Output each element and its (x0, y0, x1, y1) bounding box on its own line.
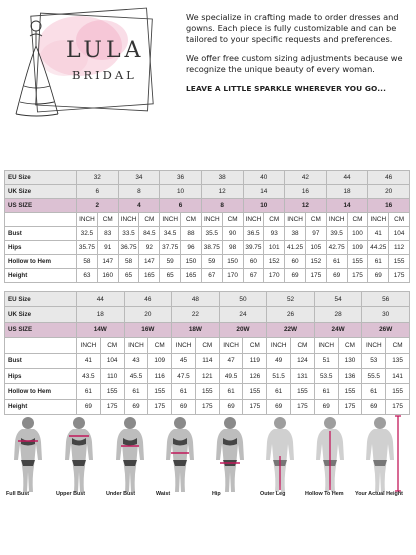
value-cell: 69 (77, 399, 101, 414)
unit-cell: CM (243, 338, 267, 353)
unit-cell: INCH (124, 338, 148, 353)
value-cell: 170 (264, 269, 285, 283)
value-cell: 55.5 (362, 368, 386, 383)
value-cell: 150 (181, 255, 202, 269)
value-cell: 147 (97, 255, 118, 269)
value-cell: 155 (347, 255, 368, 269)
figure-label: Upper Bust (56, 491, 86, 497)
value-cell: 36.5 (243, 227, 264, 241)
figure-label: Hip (212, 491, 221, 497)
size-cell: 42 (285, 171, 327, 185)
value-cell: 67 (201, 269, 222, 283)
value-cell: 34.5 (160, 227, 181, 241)
figure-label: Your Actual Height (355, 491, 403, 497)
hollow-to-hem-figure-icon (308, 414, 352, 492)
unit-cell: INCH (118, 213, 139, 227)
size-cell: 4 (118, 199, 160, 213)
size-cell: 16W (124, 322, 172, 337)
value-cell: 100 (347, 227, 368, 241)
value-cell: 155 (100, 384, 124, 399)
unit-cell: INCH (267, 338, 291, 353)
value-cell: 33.5 (118, 227, 139, 241)
value-cell: 69 (314, 399, 338, 414)
actual-height-figure-icon (360, 414, 404, 492)
value-cell: 150 (222, 255, 243, 269)
value-cell: 47 (219, 353, 243, 368)
value-cell: 84.5 (139, 227, 160, 241)
value-cell: 175 (100, 399, 124, 414)
value-cell: 126 (243, 368, 267, 383)
size-cell: 44 (77, 292, 125, 307)
under-bust-figure-icon (108, 414, 152, 492)
row-label: Height (5, 269, 77, 283)
value-cell: 69 (285, 269, 306, 283)
size-cell: 34 (118, 171, 160, 185)
size-cell: 36 (160, 171, 202, 185)
value-cell: 60 (243, 255, 264, 269)
row-label: Height (5, 399, 77, 414)
value-cell: 35.75 (77, 241, 98, 255)
size-cell: 44 (326, 171, 368, 185)
value-cell: 114 (195, 353, 219, 368)
size-cell: 24W (314, 322, 362, 337)
unit-cell: INCH (285, 213, 306, 227)
uk-size-row (5, 307, 410, 322)
unit-cell: CM (97, 213, 118, 227)
unit-row (5, 338, 410, 353)
value-cell: 160 (97, 269, 118, 283)
height-row (5, 269, 410, 283)
value-cell: 63 (77, 269, 98, 283)
value-cell: 155 (389, 255, 410, 269)
value-cell: 39.5 (326, 227, 347, 241)
value-cell: 155 (291, 384, 315, 399)
value-cell: 61 (314, 384, 338, 399)
value-cell: 67 (243, 269, 264, 283)
value-cell: 61 (368, 255, 389, 269)
bust-row (5, 353, 410, 368)
value-cell: 39.75 (243, 241, 264, 255)
unit-cell: CM (181, 213, 202, 227)
figure-label: Waist (156, 491, 171, 497)
size-cell: 46 (124, 292, 172, 307)
value-cell: 152 (305, 255, 326, 269)
size-table-standard (4, 170, 410, 283)
value-cell: 32.5 (77, 227, 98, 241)
value-cell: 69 (172, 399, 196, 414)
value-cell: 121 (195, 368, 219, 383)
size-cell: 26 (267, 307, 315, 322)
size-cell: 18 (326, 185, 368, 199)
unit-cell: CM (305, 213, 326, 227)
value-cell: 124 (291, 353, 315, 368)
size-cell: 52 (267, 292, 315, 307)
full-bust-figure-icon (6, 414, 50, 492)
value-cell: 59 (201, 255, 222, 269)
intro-paragraph-2: We offer free custom sizing adjustments because we recognize the unique beauty of every woman. (186, 53, 403, 74)
value-cell: 65 (160, 269, 181, 283)
unit-cell: INCH (219, 338, 243, 353)
unit-cell: INCH (77, 213, 98, 227)
value-cell: 61 (219, 384, 243, 399)
value-cell: 45.5 (124, 368, 148, 383)
waist-figure-icon (158, 414, 202, 492)
value-cell: 116 (148, 368, 172, 383)
value-cell: 88 (181, 227, 202, 241)
value-cell: 41.25 (285, 241, 306, 255)
figure-label: Under Bust (106, 491, 136, 497)
size-cell: 48 (172, 292, 220, 307)
eu-size-row (5, 171, 410, 185)
tagline: LEAVE A LITTLE SPARKLE WHEREVER YOU GO... (186, 84, 386, 93)
size-cell: 18W (172, 322, 220, 337)
height-row (5, 399, 410, 414)
size-cell: 28 (314, 307, 362, 322)
value-cell: 90 (222, 227, 243, 241)
figure-label: Full Bust (6, 491, 30, 497)
value-cell: 92 (139, 241, 160, 255)
unit-cell: INCH (314, 338, 338, 353)
logo-artwork (6, 6, 164, 122)
figure-label: Hollow To Hem (305, 491, 344, 497)
value-cell: 42.75 (326, 241, 347, 255)
intro-paragraph-1: We specialize in crafting made to order dresses and gowns. Each piece is fully customizable and can be tailored to your specific requests and preferences. (186, 12, 399, 44)
value-cell: 110 (100, 368, 124, 383)
value-cell: 61 (326, 255, 347, 269)
row-label: Bust (5, 227, 77, 241)
figure-label: Outer Leg (260, 491, 286, 497)
value-cell: 104 (100, 353, 124, 368)
value-cell: 175 (148, 399, 172, 414)
value-cell: 175 (243, 399, 267, 414)
row-label: US SIZE (5, 199, 77, 213)
size-cell: 10 (243, 199, 285, 213)
row-label: Hollow to Hem (5, 384, 77, 399)
unit-cell: CM (386, 338, 410, 353)
size-cell: 56 (362, 292, 410, 307)
value-cell: 69 (267, 399, 291, 414)
row-label: Bust (5, 353, 77, 368)
unit-row (5, 213, 410, 227)
size-cell: 10 (160, 185, 202, 199)
unit-cell: CM (291, 338, 315, 353)
value-cell: 61 (362, 384, 386, 399)
value-cell: 60 (285, 255, 306, 269)
value-cell: 69 (368, 269, 389, 283)
value-cell: 35.5 (201, 227, 222, 241)
value-cell: 53 (362, 353, 386, 368)
unit-cell: INCH (172, 338, 196, 353)
value-cell: 175 (305, 269, 326, 283)
value-cell: 65 (118, 269, 139, 283)
brand-name: LULA (66, 38, 145, 63)
value-cell: 175 (338, 399, 362, 414)
size-cell: 12 (201, 185, 243, 199)
size-table-plus (4, 291, 410, 415)
value-cell: 43.5 (77, 368, 101, 383)
hips-row (5, 368, 410, 383)
value-cell: 96 (181, 241, 202, 255)
row-label: Hips (5, 368, 77, 383)
size-cell: 40 (243, 171, 285, 185)
row-label: UK Size (5, 185, 77, 199)
row-label: Hollow to Hem (5, 255, 77, 269)
value-cell: 43 (124, 353, 148, 368)
value-cell: 175 (386, 399, 410, 414)
value-cell: 131 (291, 368, 315, 383)
value-cell: 93 (264, 227, 285, 241)
hip-figure-icon (208, 414, 252, 492)
size-cell: 30 (362, 307, 410, 322)
upper-bust-figure-icon (57, 414, 101, 492)
value-cell: 155 (195, 384, 219, 399)
size-cell: 14 (326, 199, 368, 213)
row-label: Hips (5, 241, 77, 255)
unit-cell: CM (100, 338, 124, 353)
unit-cell: CM (338, 338, 362, 353)
size-cell: 8 (201, 199, 243, 213)
hips-row (5, 241, 410, 255)
us-size-row (5, 199, 410, 213)
unit-cell: CM (139, 213, 160, 227)
value-cell: 61 (124, 384, 148, 399)
value-cell: 119 (243, 353, 267, 368)
value-cell: 41 (77, 353, 101, 368)
size-cell: 22 (172, 307, 220, 322)
value-cell: 51.5 (267, 368, 291, 383)
value-cell: 69 (124, 399, 148, 414)
value-cell: 98 (222, 241, 243, 255)
value-cell: 105 (305, 241, 326, 255)
size-cell: 6 (160, 199, 202, 213)
value-cell: 58 (77, 255, 98, 269)
size-cell: 24 (219, 307, 267, 322)
hollow-to-hem-row (5, 255, 410, 269)
size-cell: 26W (362, 322, 410, 337)
value-cell: 152 (264, 255, 285, 269)
value-cell: 155 (338, 384, 362, 399)
intro-text (186, 12, 412, 102)
value-cell: 38.75 (201, 241, 222, 255)
value-cell: 175 (389, 269, 410, 283)
brand-subtitle: BRIDAL (72, 68, 137, 82)
size-cell: 18 (77, 307, 125, 322)
size-cell: 22W (267, 322, 315, 337)
size-cell: 12 (285, 199, 327, 213)
value-cell: 37.75 (160, 241, 181, 255)
value-cell: 97 (305, 227, 326, 241)
value-cell: 69 (326, 269, 347, 283)
value-cell: 59 (160, 255, 181, 269)
value-cell: 141 (386, 368, 410, 383)
row-label: EU Size (5, 171, 77, 185)
size-cell: 14 (243, 185, 285, 199)
value-cell: 130 (338, 353, 362, 368)
value-cell: 47.5 (172, 368, 196, 383)
hollow-to-hem-row (5, 384, 410, 399)
value-cell: 53.5 (314, 368, 338, 383)
unit-cell: CM (148, 338, 172, 353)
size-cell: 16 (285, 185, 327, 199)
size-cell: 20 (368, 185, 410, 199)
value-cell: 45 (172, 353, 196, 368)
unit-cell: INCH (326, 213, 347, 227)
value-cell: 101 (264, 241, 285, 255)
value-cell: 51 (314, 353, 338, 368)
size-cell: 16 (368, 199, 410, 213)
row-label: US SIZE (5, 322, 77, 337)
value-cell: 69 (362, 399, 386, 414)
unit-cell: INCH (368, 213, 389, 227)
value-cell: 69 (219, 399, 243, 414)
size-cell: 50 (219, 292, 267, 307)
row-label: EU Size (5, 292, 77, 307)
value-cell: 175 (347, 269, 368, 283)
unit-cell: CM (389, 213, 410, 227)
value-cell: 91 (97, 241, 118, 255)
size-cell: 20W (219, 322, 267, 337)
value-cell: 61 (172, 384, 196, 399)
size-cell: 14W (77, 322, 125, 337)
value-cell: 109 (148, 353, 172, 368)
size-cell: 46 (368, 171, 410, 185)
value-cell: 155 (148, 384, 172, 399)
value-cell: 109 (347, 241, 368, 255)
size-cell: 6 (77, 185, 119, 199)
value-cell: 170 (222, 269, 243, 283)
unit-cell: CM (264, 213, 285, 227)
brand-logo (6, 6, 164, 122)
unit-cell: INCH (160, 213, 181, 227)
row-label: UK Size (5, 307, 77, 322)
value-cell: 61 (267, 384, 291, 399)
bust-row (5, 227, 410, 241)
uk-size-row (5, 185, 410, 199)
value-cell: 44.25 (368, 241, 389, 255)
value-cell: 112 (389, 241, 410, 255)
value-cell: 175 (195, 399, 219, 414)
value-cell: 104 (389, 227, 410, 241)
size-cell: 32 (77, 171, 119, 185)
eu-size-row (5, 292, 410, 307)
row-label (5, 213, 77, 227)
value-cell: 83 (97, 227, 118, 241)
row-label (5, 338, 77, 353)
value-cell: 58 (118, 255, 139, 269)
unit-cell: INCH (77, 338, 101, 353)
size-cell: 38 (201, 171, 243, 185)
unit-cell: CM (195, 338, 219, 353)
value-cell: 41 (368, 227, 389, 241)
unit-cell: INCH (201, 213, 222, 227)
value-cell: 155 (243, 384, 267, 399)
unit-cell: INCH (362, 338, 386, 353)
size-cell: 2 (77, 199, 119, 213)
value-cell: 49.5 (219, 368, 243, 383)
unit-cell: CM (347, 213, 368, 227)
outer-leg-figure-icon (258, 414, 302, 492)
value-cell: 135 (386, 353, 410, 368)
value-cell: 147 (139, 255, 160, 269)
size-cell: 8 (118, 185, 160, 199)
value-cell: 165 (139, 269, 160, 283)
value-cell: 136 (338, 368, 362, 383)
unit-cell: CM (222, 213, 243, 227)
unit-cell: INCH (243, 213, 264, 227)
value-cell: 165 (181, 269, 202, 283)
us-size-row (5, 322, 410, 337)
value-cell: 175 (291, 399, 315, 414)
value-cell: 38 (285, 227, 306, 241)
value-cell: 61 (77, 384, 101, 399)
value-cell: 49 (267, 353, 291, 368)
size-cell: 20 (124, 307, 172, 322)
size-cell: 54 (314, 292, 362, 307)
value-cell: 36.75 (118, 241, 139, 255)
value-cell: 155 (386, 384, 410, 399)
